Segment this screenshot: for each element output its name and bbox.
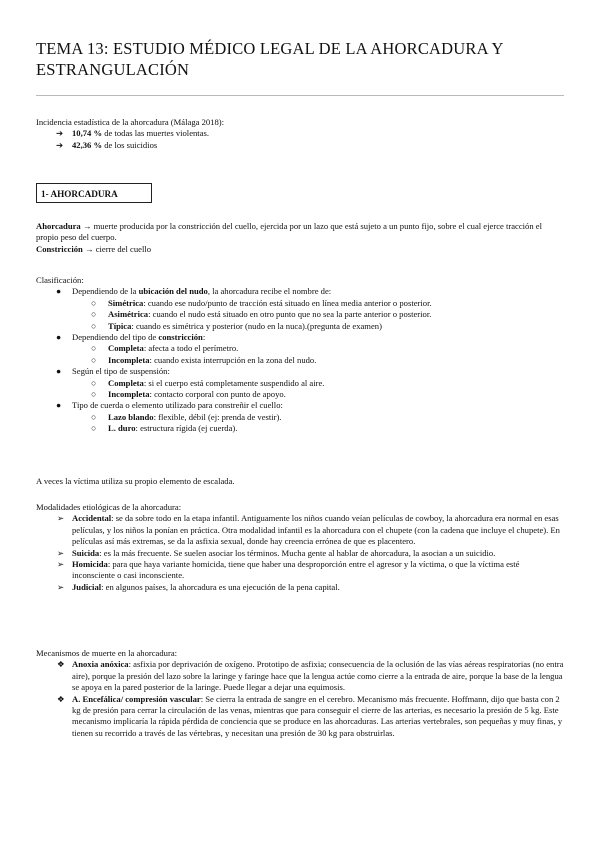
classification-group xyxy=(36,400,564,411)
sub-text: : contacto corporal con punto de apoyo. xyxy=(149,389,286,400)
circle-bullet-icon: ○ xyxy=(91,377,97,388)
arrow-bullet-icon: ➔ xyxy=(56,139,64,150)
right-arrow-icon: → xyxy=(80,221,94,231)
classification-block xyxy=(36,275,564,435)
definition-text: cierre del cuello xyxy=(95,243,152,254)
mechanism-text: : asfixia por deprivación de oxígeno. Prototipo de asfixia; consecuencia de la oclusión de las vías aéreas respiratorias (no entra aire), porque la presión del lazo sobre la laringe y faringe hace que la lengua actúe como cierre a la entrada de aire, porque la base de la lengua se apoya en la pared posterior de la laringe. Puede llegar a dejar una equimosis. xyxy=(72,659,564,693)
group-emphasis: constricción xyxy=(158,332,203,343)
incidence-value: 10,74 % xyxy=(72,128,103,139)
modality-text: : es la más frecuente. Se suelen asociar los términos. Mucha gente al hablar de ahorcadura, la asocian a un suicidio. xyxy=(99,547,496,558)
modality-item xyxy=(36,548,564,559)
modality-text: : en algunos países, la ahorcadura es una ejecución de la pena capital. xyxy=(101,581,340,592)
mechanism-term: A. Encefálica/ compresión vascular xyxy=(72,693,201,704)
classification-group xyxy=(36,332,564,343)
group-text: Dependiendo del tipo de xyxy=(72,332,159,343)
classification-sub-item xyxy=(36,378,564,389)
incidence-text: de los suicidios xyxy=(102,139,158,150)
circle-bullet-icon: ○ xyxy=(91,309,97,320)
incidence-value: 42,36 % xyxy=(72,139,103,150)
modality-item xyxy=(36,582,564,593)
classification-group xyxy=(36,286,564,297)
sub-text: : cuando ese nudo/punto de tracción está situado en línea media anterior o posterior. xyxy=(143,297,432,308)
classification-heading: Clasificación: xyxy=(36,275,84,285)
modalities-heading: Modalidades etiológicas de la ahorcadura: xyxy=(36,502,182,512)
classification-sub-item xyxy=(36,389,564,400)
modality-text: : para que haya variante homicida, tiene que haber una desproporción entre el agresor y la víctima, o que la víctima esté inconsciente o casi inconsciente. xyxy=(72,559,520,581)
definition-term: Ahorcadura xyxy=(36,221,81,231)
classification-sub-item xyxy=(36,309,564,320)
group-text: Según el tipo de suspensión: xyxy=(72,366,170,377)
circle-bullet-icon: ○ xyxy=(91,320,97,331)
bullet-icon: ● xyxy=(56,400,62,411)
incidence-item xyxy=(36,140,576,151)
arrowhead-bullet-icon: ➢ xyxy=(57,581,65,592)
classification-sub-item xyxy=(36,423,564,434)
sub-term: Completa xyxy=(108,377,144,388)
incidence-text: de todas las muertes violentas. xyxy=(102,128,209,139)
modalities-block xyxy=(36,502,564,593)
diamond-bullet-icon: ❖ xyxy=(57,659,65,670)
sub-text: : estructura rígida (ej cuerda). xyxy=(135,423,238,434)
modality-text: : se da sobre todo en la etapa infantil. Antiguamente los niños cuando veían películas de cowboy, la ahorcadura era normal en esas películas, y los niños la ponían en práctica. Otra modalidad infantil es la ahorcadura con el chupete (con la cadena que incluye el chupete). En películas así más extremas, se da la asfixia sexual, donde hay creencia errónea de que es placentero. xyxy=(72,513,560,547)
bullet-icon: ● xyxy=(56,286,62,297)
circle-bullet-icon: ○ xyxy=(91,411,97,422)
mechanism-term: Anoxia anóxica xyxy=(72,659,129,670)
sub-text: : flexible, débil (ej: prenda de vestir). xyxy=(153,411,282,422)
classification-sub-item xyxy=(36,412,564,423)
sub-term: Asimétrica xyxy=(108,309,149,320)
sub-text: : cuando exista interrupción en la zona del nudo. xyxy=(149,354,317,365)
incidence-block xyxy=(36,117,576,151)
circle-bullet-icon: ○ xyxy=(91,389,97,400)
modality-term: Accidental xyxy=(72,513,112,524)
definition-text: muerte producida por la constricción del cuello, ejercida por un lazo que está sujeto a un punto fijo, sobre el cual ejerce tracción el propio peso del cuerpo. xyxy=(36,221,542,243)
sub-term: L. duro xyxy=(108,423,136,434)
group-text: : xyxy=(202,332,206,343)
group-text: , la ahorcadura recibe el nombre de: xyxy=(207,286,332,297)
modality-item xyxy=(36,513,564,547)
sub-term: Incompleta xyxy=(108,354,150,365)
note-text: A veces la víctima utiliza su propio elemento de escalada. xyxy=(36,476,235,486)
modality-item xyxy=(36,559,564,582)
circle-bullet-icon: ○ xyxy=(91,343,97,354)
classification-group xyxy=(36,366,564,377)
sub-term: Típica xyxy=(108,320,132,331)
arrow-bullet-icon: ➔ xyxy=(56,128,64,139)
sub-text: : afecta a todo el perímetro. xyxy=(143,343,239,354)
classification-sub-item xyxy=(36,343,564,354)
classification-sub-item xyxy=(36,321,564,332)
definition-ahorcadura xyxy=(36,221,564,244)
sub-text: : si el cuerpo está completamente suspendido al aire. xyxy=(143,377,325,388)
page-title: TEMA 13: ESTUDIO MÉDICO LEGAL DE LA AHORCADURA Y ESTRANGULACIÓN xyxy=(36,39,504,79)
modality-term: Judicial xyxy=(72,581,102,592)
mechanism-item xyxy=(36,694,564,740)
circle-bullet-icon: ○ xyxy=(91,423,97,434)
sub-term: Simétrica xyxy=(108,297,144,308)
section-heading-box xyxy=(36,183,152,203)
section-heading: 1- AHORCADURA xyxy=(41,189,118,199)
sub-term: Lazo blando xyxy=(108,411,154,422)
classification-sub-item xyxy=(36,355,564,366)
group-text: Tipo de cuerda o elemento utilizado para constreñir el cuello: xyxy=(72,400,283,411)
group-text: Dependiendo de la xyxy=(72,286,139,297)
circle-bullet-icon: ○ xyxy=(91,354,97,365)
sub-text: : cuando el nudo está situado en otro punto que no sea la parte anterior o posterior. xyxy=(148,309,432,320)
sub-term: Completa xyxy=(108,343,144,354)
sub-text: : cuando es simétrica y posterior (nudo en la nuca).(pregunta de examen) xyxy=(131,320,382,331)
classification-sub-item xyxy=(36,298,564,309)
bullet-icon: ● xyxy=(56,332,62,343)
title-divider xyxy=(36,95,564,96)
arrowhead-bullet-icon: ➢ xyxy=(57,547,65,558)
diamond-bullet-icon: ❖ xyxy=(57,693,65,704)
modality-term: Suicida xyxy=(72,547,100,558)
mechanisms-block xyxy=(36,648,564,739)
incidence-item xyxy=(36,128,576,139)
bullet-icon: ● xyxy=(56,366,62,377)
arrowhead-bullet-icon: ➢ xyxy=(57,559,65,570)
group-emphasis: ubicación del nudo xyxy=(138,286,208,297)
definition-term: Constricción xyxy=(36,243,83,254)
circle-bullet-icon: ○ xyxy=(91,297,97,308)
definition-constriccion xyxy=(36,244,564,255)
incidence-heading: Incidencia estadística de la ahorcadura (Málaga 2018): xyxy=(36,117,225,127)
mechanisms-heading: Mecanismos de muerte en la ahorcadura: xyxy=(36,648,178,658)
definitions-block xyxy=(36,221,564,255)
mechanism-text: : Se cierra la entrada de sangre en el cerebro. Mecanismo más frecuente. Hoffmann, dijo que basta con 2 kg de presión para cerrar la circulación de las venas, mientras que para conseguir el cierre de las arterias, es necesario la presión de 5 kg. Este mecanismo implicaría la rápida pérdida de conciencia que se produce en las ahorcaduras. Las arterias vertebrales, son pequeñas y muy finas, y tienen su recorrido a través de las vértebras, y necesitan una presión de 30 kg para obstruirlas. xyxy=(72,693,563,738)
mechanism-item xyxy=(36,659,564,693)
right-arrow-icon: → xyxy=(82,243,96,254)
modality-term: Homicida xyxy=(72,559,108,570)
sub-term: Incompleta xyxy=(108,389,150,400)
arrowhead-bullet-icon: ➢ xyxy=(57,513,65,524)
